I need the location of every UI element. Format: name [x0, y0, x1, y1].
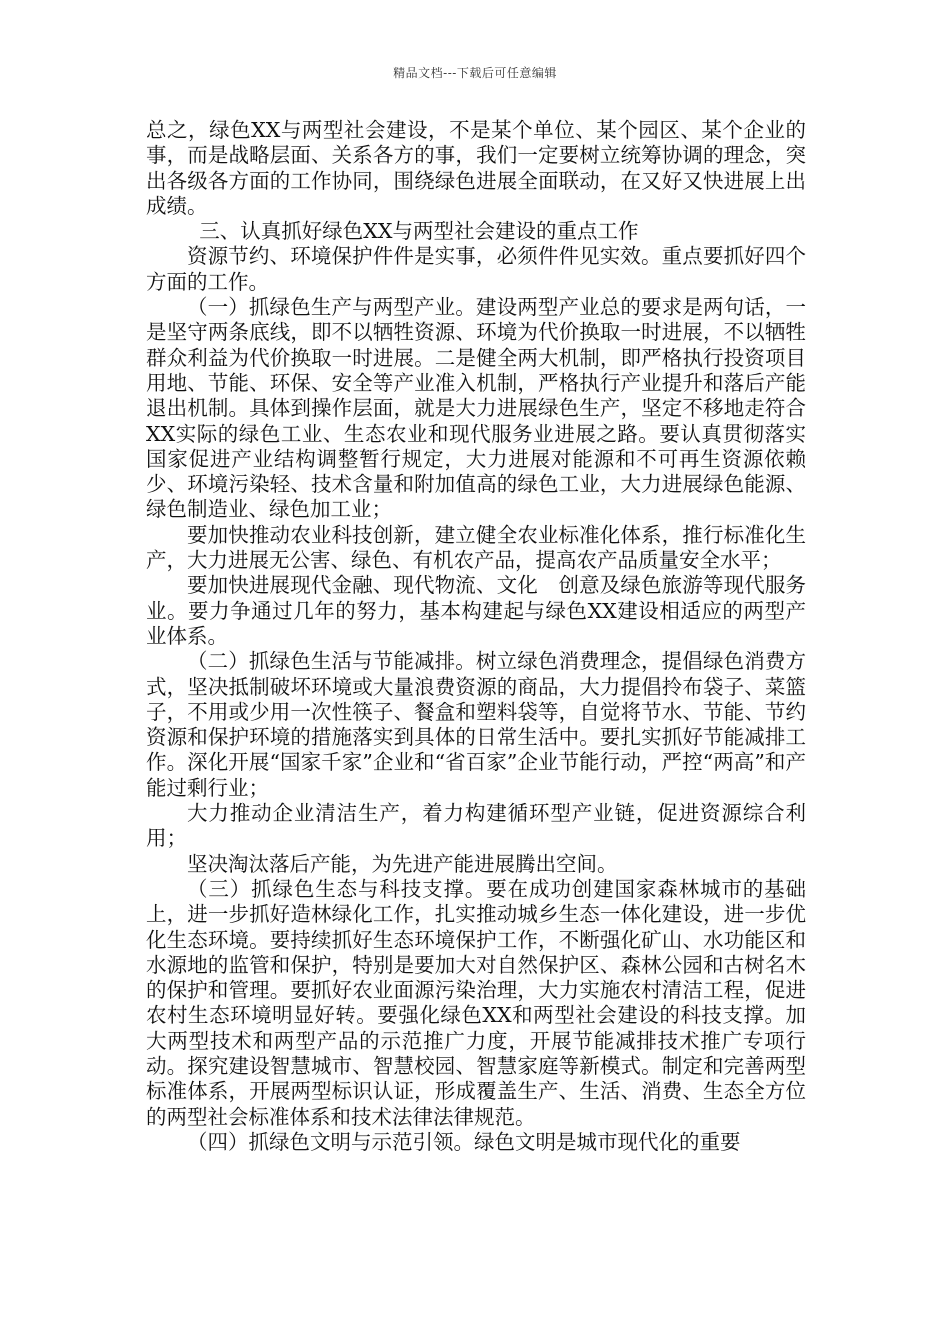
paragraph-item-1: （一）抓绿色生产与两型产业。建设两型产业总的要求是两句话，一是坚守两条底线，即不以牺牲资源、环境为代价换取一时进展，不以牺牲群众利益为代价换取一时进展。二是健全两大机制，即严格执行投资项目用地、节能、环保、安全等产业准入机制，严格执行产业提升和落后产能退出机制。具体到操作层面，就是大力进展绿色生产，坚定不移地走符合XX实际的绿色工业、生态农业和现代服务业进展之路。要认真贯彻落实国家促进产业结构调整暂行规定，大力进展对能源和不可再生资源依赖少、环境污染轻、技术含量和附加值高的绿色工业，大力进展绿色能源、绿色制造业、绿色加工业； [146, 295, 806, 522]
paragraph-intro: 资源节约、环境保护件件是实事，必须件件见实效。重点要抓好四个方面的工作。 [146, 244, 806, 294]
paragraph-eliminate-capacity: 坚决淘汰落后产能，为先进产能进展腾出空间。 [187, 851, 618, 876]
page-header: 精品文档---下载后可任意编辑 [393, 66, 557, 80]
section-heading: 三、认真抓好绿色XX与两型社会建设的重点工作 [199, 219, 639, 244]
paragraph-conclusion: 总之，绿色XX与两型社会建设，不是某个单位、某个园区、某个企业的事，而是战略层面、关系各方的事，我们一定要树立统筹协调的理念，突出各级各方面的工作协同，围绕绿色进展全面联动，在又好又快进展上出成绩。 [146, 118, 806, 218]
paragraph-item-2: （二）抓绿色生活与节能减排。树立绿色消费理念，提倡绿色消费方式，坚决抵制破坏环境或大量浪费资源的商品，大力提倡拎布袋子、菜篮子，不用或少用一次性筷子、餐盒和塑料袋等，自觉将节水、节能、节约资源和保护环境的措施落实到具体的日常生活中。要扎实抓好节能减排工作。深化开展“国家千家”企业和“省百家”企业节能行动，严控“两高”和产能过剩行业； [146, 649, 806, 800]
paragraph-item-3: （三）抓绿色生态与科技支撑。要在成功创建国家森林城市的基础上，进一步抓好造林绿化工作，扎实推动城乡生态一体化建设，进一步优化生态环境。要持续抓好生态环境保护工作，不断强化矿山、水功能区和水源地的监管和保护，特别是要加大对自然保护区、森林公园和古树名木的保护和管理。要抓好农业面源污染治理，大力实施农村清洁工程，促进农村生态环境明显好转。要强化绿色XX和两型社会建设的科技支撑。加大两型技术和两型产品的示范推广力度，开展节能减排技术推广专项行动。探究建设智慧城市、智慧校园、智慧家庭等新模式。制定和完善两型标准体系，开展两型标识认证，形成覆盖生产、生活、消费、生态全方位的两型社会标准体系和技术法律法律规范。 [146, 876, 806, 1129]
paragraph-clean-production: 大力推动企业清洁生产，着力构建循环型产业链，促进资源综合利用； [146, 801, 806, 851]
paragraph-item-4: （四）抓绿色文明与示范引领。绿色文明是城市现代化的重要 [187, 1129, 741, 1154]
paragraph-agriculture: 要加快推动农业科技创新，建立健全农业标准化体系，推行标准化生产，大力进展无公害、绿色、有机农产品，提高农产品质量安全水平； [146, 522, 806, 573]
document-body [146, 118, 806, 1155]
paragraph-services: 要加快进展现代金融、现代物流、文化 创意及绿色旅游等现代服务业。要力争通过几年的努力，基本构建起与绿色XX建设相适应的两型产业体系。 [146, 573, 806, 648]
